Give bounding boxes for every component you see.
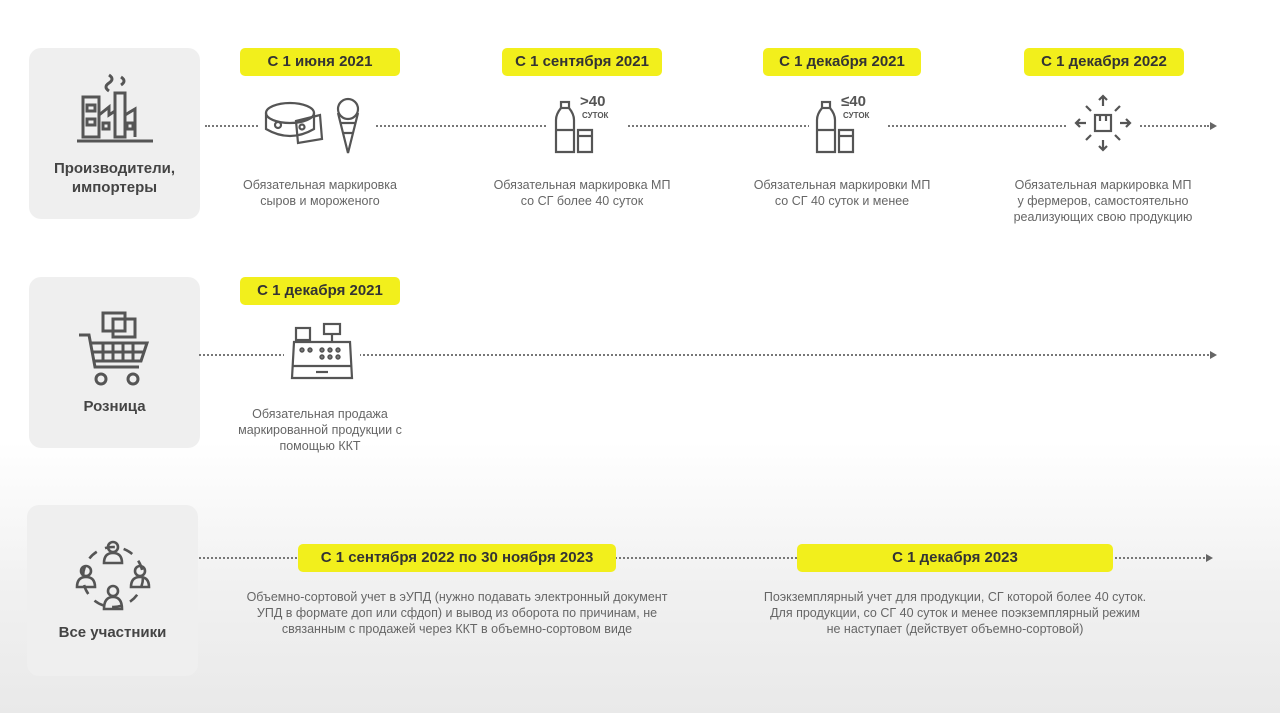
date-badge: С 1 декабря 2021 — [240, 277, 400, 305]
date-badge: С 1 декабря 2023 — [797, 544, 1113, 572]
cash-register-icon — [284, 322, 360, 380]
date-badge: С 1 сентября 2021 — [502, 48, 662, 76]
box-distribution-icon — [1068, 94, 1138, 152]
cheese-icecream-icon — [258, 95, 376, 157]
category-producers — [29, 48, 200, 219]
milestone-description: Объемно-сортовой учет в эУПД (нужно подавать электронный документ УПД в формате доп или сфдоп) и вывод из оборота по причинам, не связанным с продажей через ККТ в объемно-сортовом виде — [246, 590, 668, 636]
timeline-arrow — [1210, 122, 1217, 130]
milk-bottle-icon — [809, 92, 887, 154]
milestone-description: Обязательная маркировка МП у фермеров, самостоятельно реализующих свою продукцию — [1013, 178, 1193, 224]
people-circle-icon — [72, 539, 154, 615]
milestone-description: Поэкземплярный учет для продукции, СГ которой более 40 суток. Для продукции, со СГ 40 суток и менее поэкземплярный режим не наступает (действует объемно-сортовой) — [763, 590, 1147, 636]
timeline-arrow — [1206, 554, 1213, 562]
timeline-arrow — [1210, 351, 1217, 359]
milk-bottle-icon — [548, 92, 626, 154]
svg-text:>40: >40 — [580, 93, 606, 110]
category-label: Все участники — [58, 624, 167, 641]
category-label: Производители, импортеры — [53, 159, 176, 196]
date-badge: С 1 сентября 2022 по 30 ноября 2023 — [298, 544, 616, 572]
milestone-description: Обязательная продажа маркированной продукции с помощью ККТ — [238, 407, 402, 453]
category-all-participants — [27, 505, 198, 676]
milestone-description: Обязательная маркировка сыров и мороженого — [243, 178, 397, 208]
factory-icon — [75, 71, 155, 151]
milestone-description: Обязательная маркировки МП со СГ 40 суток и менее — [753, 178, 931, 208]
svg-text:СУТОК: СУТОК — [582, 111, 609, 120]
date-badge: С 1 июня 2021 — [240, 48, 400, 76]
svg-text:≤40: ≤40 — [841, 93, 866, 110]
date-badge: С 1 декабря 2021 — [763, 48, 921, 76]
category-label: Розница — [83, 398, 146, 415]
shopping-cart-icon — [77, 309, 153, 389]
svg-text:СУТОК: СУТОК — [843, 111, 870, 120]
date-badge: С 1 декабря 2022 — [1024, 48, 1184, 76]
category-retail — [29, 277, 200, 448]
milestone-description: Обязательная маркировка МП со СГ более 40 суток — [493, 178, 671, 208]
